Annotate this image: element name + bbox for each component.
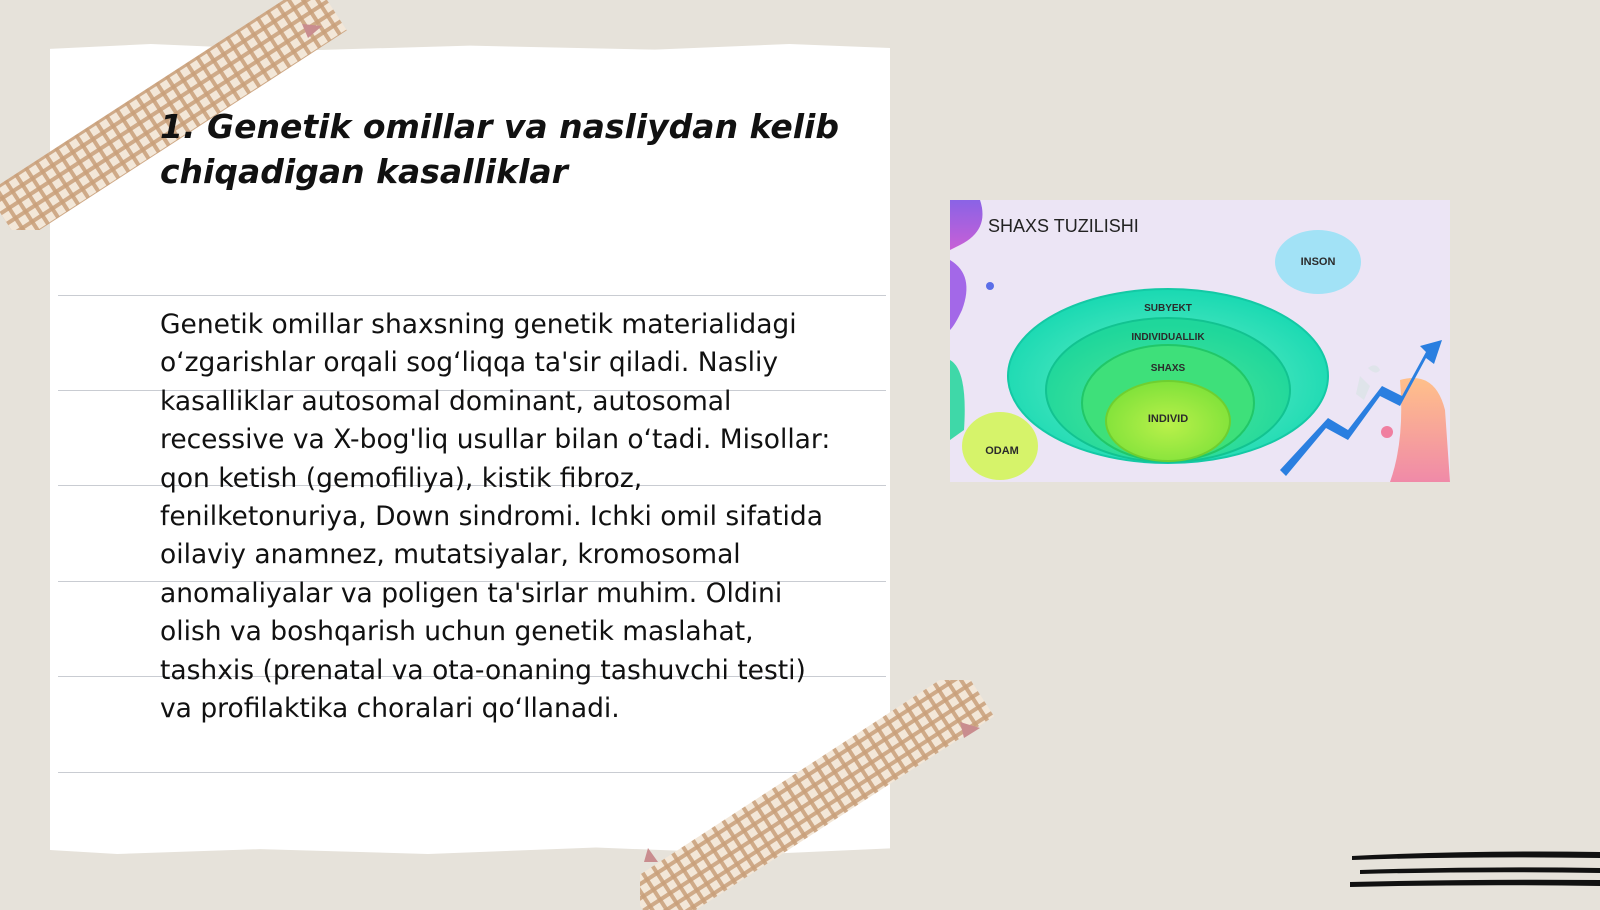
decor-blob	[950, 360, 965, 440]
brush-stripes	[1350, 846, 1600, 896]
decor-blob	[1390, 378, 1450, 482]
ruled-line	[58, 295, 886, 296]
decor-blob	[950, 200, 983, 250]
tape-corner-icon	[644, 848, 658, 862]
figure-title: SHAXS TUZILISHI	[988, 216, 1139, 236]
label-subyekt: SUBYEKT	[1144, 303, 1192, 314]
decor-dot	[986, 282, 994, 290]
shaxs-tuzilishi-figure	[950, 200, 1450, 482]
decor-blob	[950, 260, 966, 330]
slide-body-text: Genetik omillar shaxsning genetik materialidagi o‘zgarishlar orqali sog‘liqqa ta'sir qiladi. Nasliy kasalliklar autosomal dominant, autosomal recessive va X-bog'liq usullar bilan o‘tadi. Misollar: qon ketish (gemofiliya), kistik fibroz, fenilketonuriya, Down sindromi. Ichki omil sifatida oilaviy anamnez, mutatsiyalar, kromosomal anomaliyalar va poligen ta'sirlar muhim. Oldini olish va boshqarish uchun genetik maslahat, tashxis (prenatal va ota-onaning tashuvchi testi) va profilaktika choralari qo‘llanadi.	[160, 309, 831, 725]
label-odam: ODAM	[985, 445, 1019, 457]
label-individ: INDIVID	[1147, 413, 1189, 425]
slide-title: 1. Genetik omillar va nasliydan kelib chiqadigan kasalliklar	[160, 107, 839, 191]
label-inson: INSON	[1300, 256, 1336, 268]
decor-dot	[1381, 426, 1393, 438]
label-shaxs: SHAXS	[1150, 363, 1186, 374]
label-individuallik: INDIVIDUALLIK	[1131, 332, 1205, 343]
